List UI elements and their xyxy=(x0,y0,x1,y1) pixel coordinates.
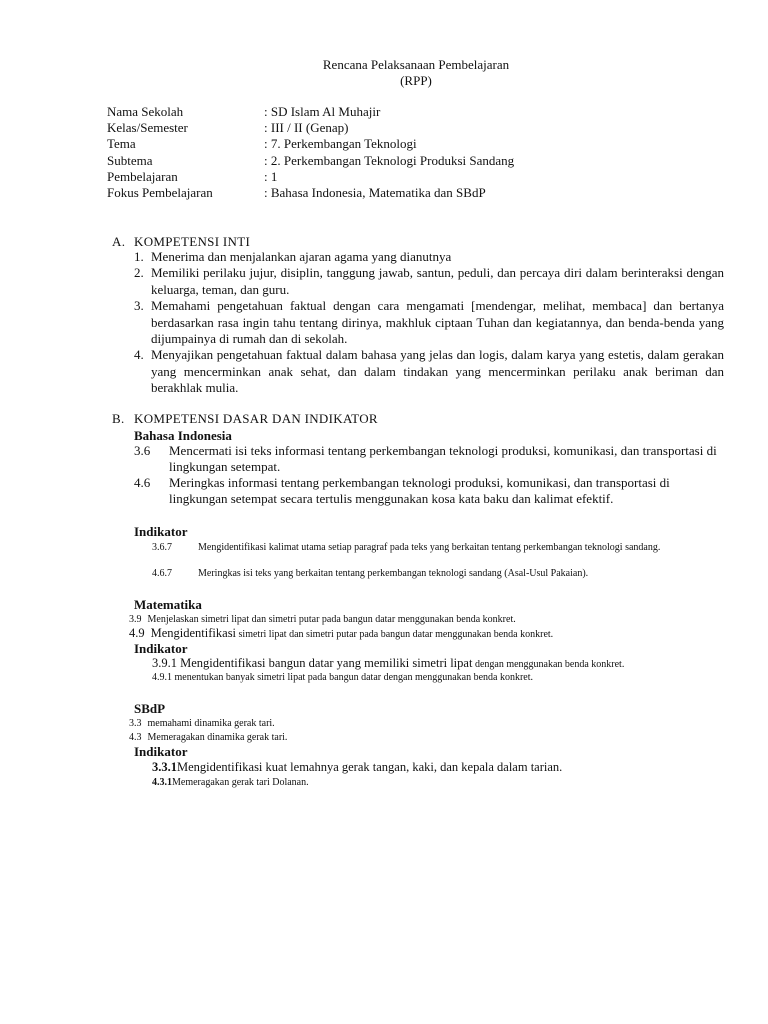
subject-heading-bahasa: Bahasa Indonesia xyxy=(134,428,232,443)
kd-item xyxy=(129,731,287,744)
identity-table xyxy=(107,104,514,201)
kd-item xyxy=(129,627,553,641)
kd-text: Mencermati isi teks informasi tentang perkembangan teknologi produksi, komunikasi, dan transportasi di lingkungan setempat. xyxy=(169,443,717,474)
kd-text: Memeragakan dinamika gerak tari. xyxy=(147,732,288,743)
identity-row xyxy=(107,104,514,120)
identity-label: Pembelajaran xyxy=(107,168,178,184)
identity-value: : Bahasa Indonesia, Matematika dan SBdP xyxy=(264,185,486,201)
indikator-heading: Indikator xyxy=(134,744,188,759)
kd-item xyxy=(129,717,275,730)
identity-value: : 1 xyxy=(264,168,278,184)
item-number: 3. xyxy=(134,298,144,314)
section-b-heading xyxy=(112,411,378,427)
section-letter: B. xyxy=(112,411,125,426)
section-title: KOMPETENSI INTI xyxy=(134,234,251,249)
identity-value: : 2. Perkembangan Teknologi Produksi Sandang xyxy=(264,152,515,168)
identity-value: : SD Islam Al Muhajir xyxy=(264,104,381,119)
identity-label: Nama Sekolah xyxy=(107,104,184,119)
section-a-heading xyxy=(112,234,250,250)
document-subtitle: (RPP) xyxy=(400,73,432,88)
identity-row xyxy=(107,120,514,136)
indikator-text: Mengidentifikasi kuat lemahnya gerak tangan, kaki, dan kepala dalam tarian. xyxy=(177,760,563,774)
indikator-text: Mengidentifikasi kalimat utama setiap paragraf pada teks yang berkaitan tentang perkembangan teknologi sandang. xyxy=(198,542,661,553)
subject-heading-sbdp: SBdP xyxy=(134,701,166,716)
identity-row xyxy=(107,153,514,169)
item-number: 1. xyxy=(134,249,144,264)
indikator-text: Meringkas isi teks yang berkaitan tentang perkembangan teknologi sandang (Asal-Usul Pakaian). xyxy=(198,568,589,579)
kd-item xyxy=(134,443,724,475)
kompetensi-inti-list xyxy=(134,249,724,397)
identity-label: Subtema xyxy=(107,152,153,168)
indikator-lead-text: 3.9.1 Mengidentifikasi bangun datar yang memiliki simetri lipat xyxy=(152,656,473,670)
kd-item xyxy=(134,475,724,507)
kd-number: 4.9 xyxy=(129,626,145,640)
indikator-item xyxy=(152,776,309,789)
section-title: KOMPETENSI DASAR DAN INDIKATOR xyxy=(134,411,378,426)
identity-value: : III / II (Genap) xyxy=(264,120,349,136)
indikator-item xyxy=(152,657,624,671)
kd-number: 3.3 xyxy=(129,718,142,729)
document-title: Rencana Pelaksanaan Pembelajaran xyxy=(322,57,510,72)
indikator-item: 4.9.1 menentukan banyak simetri lipat pada bangun datar dengan menggunakan benda konkret. xyxy=(152,672,533,683)
identity-label: Tema xyxy=(107,136,136,152)
indikator-heading: Indikator xyxy=(134,641,188,656)
kd-number: 3.9 xyxy=(129,614,142,625)
indikator-heading: Indikator xyxy=(134,524,188,539)
item-number: 2. xyxy=(134,265,144,281)
subject-heading-matematika: Matematika xyxy=(134,597,202,612)
item-text: Menerima dan menjalankan ajaran agama yang dianutnya xyxy=(151,249,452,264)
identity-value: : 7. Perkembangan Teknologi xyxy=(264,136,417,152)
identity-row xyxy=(107,185,514,201)
kd-text: Meringkas informasi tentang perkembangan teknologi produksi, komunikasi, dan transportasi di lingkungan setempat secara tertulis menggunakan kosa kata baku dan kalimat efektif. xyxy=(169,475,670,506)
kd-number: 4.6 xyxy=(134,475,151,490)
indikator-number: 4.6.7 xyxy=(152,568,172,579)
indikator-number: 3.6.7 xyxy=(152,542,172,553)
item-text: Memahami pengetahuan faktual dengan cara mengamati [mendengar, melihat, membaca] dan bertanya berdasarkan rasa ingin tahu tentang dirinya, makhluk ciptaan Tuhan dan kegiatannya, dan benda-benda yang dijumpainya di rumah dan di sekolah. xyxy=(151,298,724,347)
list-item xyxy=(134,347,724,396)
list-item xyxy=(134,249,724,265)
indikator-number: 4.3.1 xyxy=(152,777,172,788)
item-text: Menyajikan pengetahuan faktual dalam bahasa yang jelas dan logis, dalam karya yang estetis, dalam gerakan yang mencerminkan anak sehat, dan dalam tindakan yang mencerminkan perilaku anak beriman dan berakhlak mulia. xyxy=(151,347,724,396)
kd-text: memahami dinamika gerak tari. xyxy=(147,718,275,729)
list-item xyxy=(134,265,724,298)
indikator-item xyxy=(152,567,724,580)
kd-number: 4.3 xyxy=(129,732,142,743)
identity-label: Fokus Pembelajaran xyxy=(107,185,213,201)
indikator-number: 3.3.1 xyxy=(152,760,177,774)
indikator-item xyxy=(152,761,562,775)
indikator-text: Memeragakan gerak tari Dolanan. xyxy=(172,777,309,788)
item-number: 4. xyxy=(134,347,144,363)
kd-lead-text: Mengidentifikasi xyxy=(150,626,237,640)
kd-number: 3.6 xyxy=(134,443,151,458)
identity-row xyxy=(107,136,514,152)
indikator-item xyxy=(152,541,724,554)
identity-label: Kelas/Semester xyxy=(107,120,188,136)
kd-text: Menjelaskan simetri lipat dan simetri putar pada bangun datar menggunakan benda konkret. xyxy=(147,614,516,625)
item-text: Memiliki perilaku jujur, disiplin, tanggung jawab, santun, peduli, dan percaya diri dalam berinteraksi dengan keluarga, teman, dan guru. xyxy=(151,265,724,297)
list-item xyxy=(134,298,724,347)
section-letter: A. xyxy=(112,234,126,249)
identity-row xyxy=(107,169,514,185)
kd-text: simetri lipat dan simetri putar pada bangun datar menggunakan benda konkret. xyxy=(238,629,554,640)
kd-item xyxy=(129,613,516,626)
indikator-text: dengan menggunakan benda konkret. xyxy=(474,659,625,670)
